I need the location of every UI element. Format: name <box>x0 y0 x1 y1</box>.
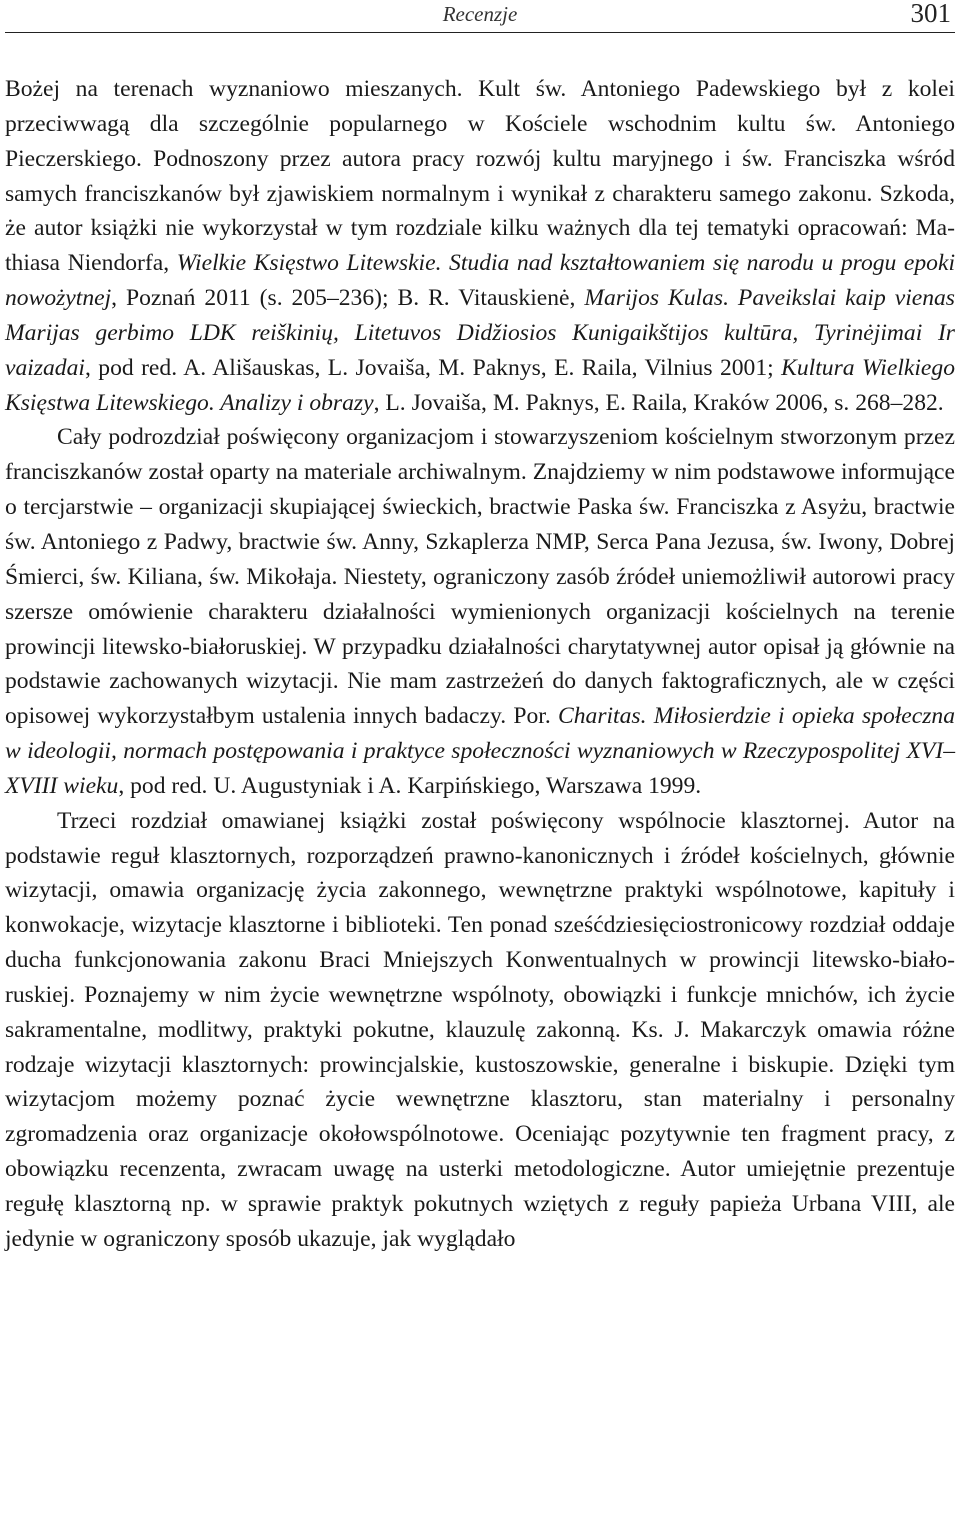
italic-title-span: Kultura Wielkiego Księstwa Litewskiego. Analizy i obrazy <box>5 354 955 416</box>
page-number: 301 <box>910 0 951 28</box>
text-span: , pod red. A. Ališauskas, L. Jovaiša, M. Paknys, E. Raila, Vilnius 2001; <box>84 354 782 381</box>
text-span: Trzeci rozdział omawianej książki został poświęcony wspólnocie klasztornej. Autor na podstawie reguł klasztornych, rozporządzeń prawno-kanonicznych i źródeł kościelnych, głównie wizytacji, omawia organizację życia zakonnego, wewnętrzne praktyki wspólnotowe, kapituły i konwokacje, wizytacje klasztorne i biblioteki. Ten ponad sześćdziesięciostronicowy rozdział oddaje ducha funkcjonowania zakonu Braci Mniejszych Konwentualnych w prowincji litewsko-białoruskiej. Poznajemy w nim życie wewnętrzne wspólnoty, obowiązki i funkcje mnichów, ich życie sakramentalne, modlitwy, praktyki pokutne, klauzulę zakonną. Ks. J. Makarczyk omawia różne rodzaje wizytacji klasztornych: prowincjalskie, kustoszowskie, generalne i biskupie. Dzięki tym wizytacjom możemy poznać życie wewnętrzne klasztoru, stan materialny i personalny zgromadzenia oraz organizacje okołowspólnotowe. Oceniając pozytywnie ten fragment pracy, z obowiązku recenzenta, zwracam uwagę na usterki metodologiczne. Autor umiejętnie prezentuje regułę klasztorną np. w sprawie praktyk pokutnych wziętych z reguły papieża Urbana VIII, ale jedynie w ograniczony sposób ukazuje, jak wyglądało <box>5 807 955 1252</box>
paragraph <box>5 72 955 420</box>
running-head: Recenzje <box>442 2 518 26</box>
italic-title-span: Marijos Kulas. Paveikslai kaip vienas Marijas gerbimo LDK reiškinių, Litetuvos Didžiosios Kunigaikštijos kultūra, Tyrinėjimai Ir vaizadai <box>5 285 955 381</box>
paragraph <box>5 804 955 1257</box>
text-span: Cały podrozdział poświęcony organizacjom i stowarzyszeniom kościelnym stworzonym przez franciszkanów został oparty na materiale archiwalnym. Znajdziemy w nim podstawowe informujące o tercjarstwie – organizacji skupiającej świeckich, bractwie Paska św. Franciszka z Asyżu, bractwie św. Antoniego z Padwy, bractwie św. Anny, Szkaplerza NMP, Serca Pana Jezusa, św. Iwony, Dobrej Śmierci, św. Kiliana, św. Mikołaja. Niestety, ograniczony zasób źródeł uniemożliwił autorowi pracy szersze omówienie charakteru działalności wymienionych organizacji kościelnych na terenie prowincji litewsko-białoruskiej. W przypadku działalności charytatywnej autor opisał ją głównie na podstawie zachowanych wizytacji. Nie mam zastrzeżeń do danych faktograficznych, ale w części opisowej wykorzystałbym ustalenia innych badaczy. Por. <box>5 424 955 730</box>
page-body <box>5 72 955 1257</box>
text-span: , L. Jovaiša, M. Paknys, E. Raila, Kraków 2006, s. 268–282. <box>373 389 944 416</box>
text-span: , Poznań 2011 (s. 205–236); B. R. Vitauskienė, <box>111 285 585 312</box>
text-span: Bożej na terenach wyznaniowo mieszanych. Kult św. Antoniego Padewskiego był z kolei przeciwwagą dla szczególnie popularnego w Kościele wschodnim kultu św. Antoniego Pieczerskiego. Podnoszony przez autora pracy rozwój kultu maryjnego i św. Franciszka wśród samych franciszkanów był zjawiskiem normalnym i wynikał z charakteru samego zakonu. Szkoda, że autor książki nie wykorzystał w tym rozdziale kilku ważnych dla tej tematyki opracowań: Mathiasa Niendorfa, <box>5 76 955 277</box>
text-span: , pod red. U. Augustyniak i A. Karpińskiego, Warszawa 1999. <box>118 772 702 799</box>
italic-title-span: Wielkie Księstwo Litewskie. Studia nad kształtowaniem się narodu u progu epoki nowożytnej <box>5 250 956 312</box>
italic-title-span: Charitas. Miłosierdzie i opieka społeczna w ideologii, normach postępowania i praktyce społeczności wyznaniowych w Rzeczypospolitej XVI–XVIII wieku <box>5 703 956 799</box>
page-header <box>5 0 955 33</box>
paragraph <box>5 420 955 803</box>
